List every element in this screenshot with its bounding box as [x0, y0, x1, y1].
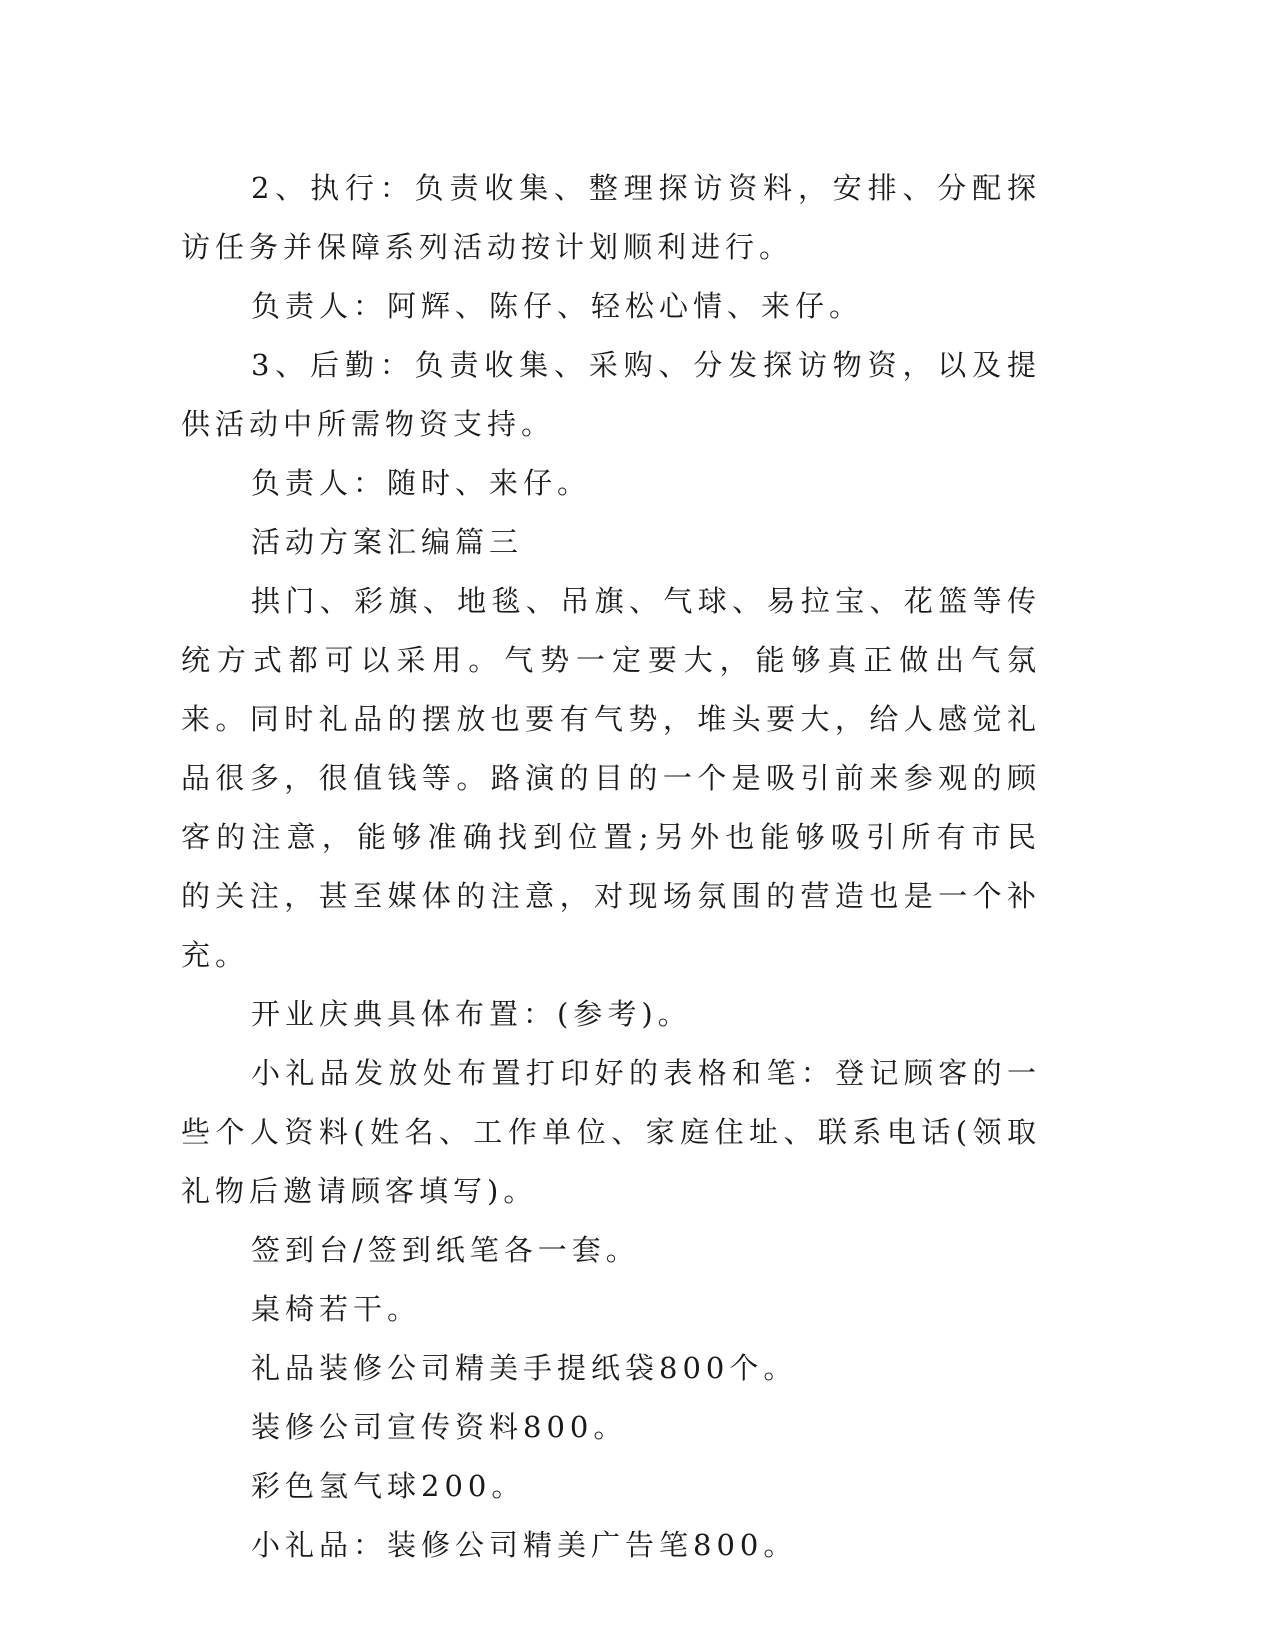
list-item-gift-bags: 礼品装修公司精美手提纸袋800个。	[251, 1351, 798, 1385]
list-item-signin: 签到台/签到纸笔各一套。	[251, 1233, 640, 1267]
paragraph-execution: 2、执行：负责收集、整理探访资料，安排、分配探访任务并保障系列活动按计划顺利进行。	[181, 171, 1041, 264]
paragraph-layout-title: 开业庆典具体布置：(参考)。	[251, 997, 692, 1031]
list-item-balloons: 彩色氢气球200。	[251, 1469, 526, 1503]
paragraph-decoration: 拱门、彩旗、地毯、吊旗、气球、易拉宝、花篮等传统方式都可以采用。气势一定要大，能够真正做出气氛来。同时礼品的摆放也要有气势，堆头要大，给人感觉礼品很多，很值钱等。路演的目的一个是吸引前来参观的顾客的注意，能够准确找到位置;另外也能够吸引所有市民的关注，甚至媒体的注意，对现场氛围的营造也是一个补充。	[181, 584, 1041, 972]
paragraph-logistics: 3、后勤：负责收集、采购、分发探访物资，以及提供活动中所需物资支持。	[181, 348, 1041, 441]
paragraph-logistics-owner: 负责人：随时、来仔。	[251, 466, 592, 500]
list-item-brochures: 装修公司宣传资料800。	[251, 1410, 628, 1444]
list-item-chairs: 桌椅若干。	[251, 1292, 422, 1326]
list-item-pens: 小礼品：装修公司精美广告笔800。	[251, 1528, 798, 1562]
paragraph-gift-station: 小礼品发放处布置打印好的表格和笔：登记顾客的一些个人资料(姓名、工作单位、家庭住址、联系电话(领取礼物后邀请顾客填写)。	[181, 1056, 1041, 1208]
paragraph-execution-owner: 负责人：阿辉、陈仔、轻松心情、来仔。	[251, 289, 864, 323]
section-heading: 活动方案汇编篇三	[251, 525, 524, 559]
document-body	[181, 159, 1041, 1575]
